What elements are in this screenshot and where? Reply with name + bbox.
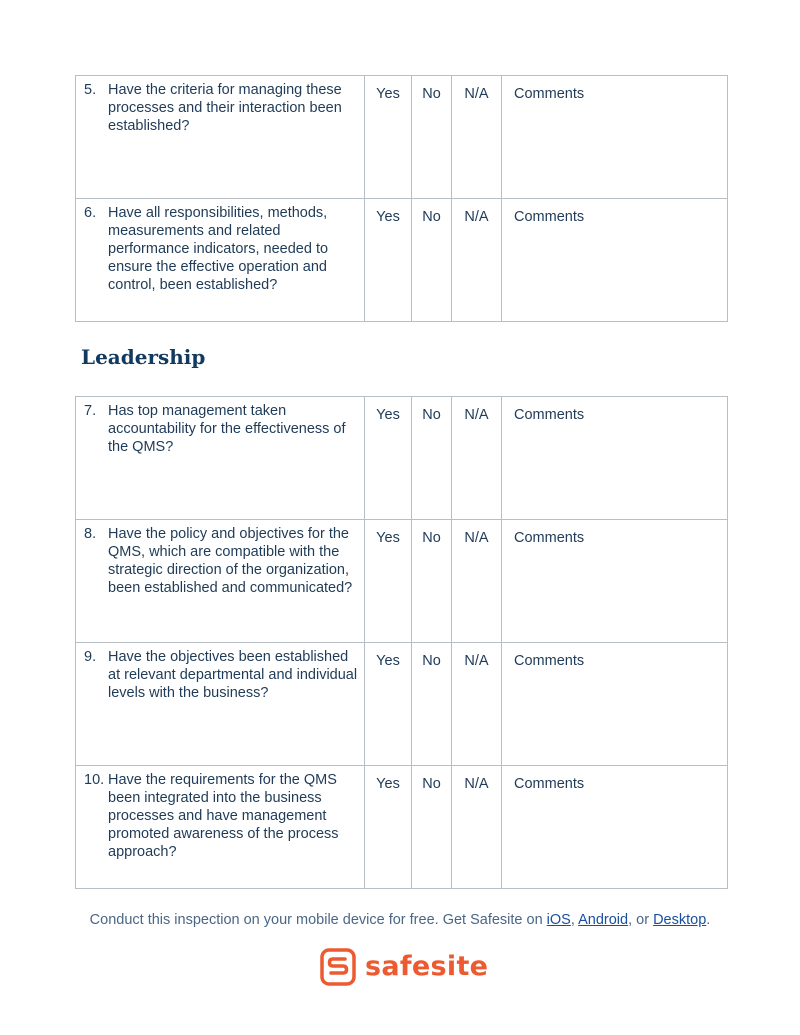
question-text: Have the criteria for managing these processes and their interaction been established? bbox=[108, 82, 342, 134]
no-option[interactable]: No bbox=[412, 766, 452, 889]
table-row bbox=[76, 766, 728, 889]
question-cell bbox=[76, 766, 365, 889]
no-option[interactable]: No bbox=[412, 76, 452, 199]
question-number: 9. bbox=[84, 649, 97, 665]
no-option[interactable]: No bbox=[412, 199, 452, 322]
footer-period: . bbox=[706, 912, 711, 928]
yes-option[interactable]: Yes bbox=[365, 199, 412, 322]
android-link[interactable]: Android bbox=[578, 912, 629, 928]
question-number: 10. bbox=[84, 772, 105, 788]
process-checklist-table bbox=[75, 75, 728, 322]
footer-separator: , or bbox=[628, 912, 654, 928]
safesite-wordmark: safesite bbox=[365, 951, 489, 982]
safesite-logo-icon bbox=[320, 948, 356, 986]
table-row bbox=[76, 199, 728, 322]
section-heading-leadership: Leadership bbox=[81, 345, 206, 369]
yes-option[interactable]: Yes bbox=[365, 643, 412, 766]
na-option[interactable]: N/A bbox=[452, 520, 502, 643]
comments-field[interactable]: Comments bbox=[502, 643, 728, 766]
yes-option[interactable]: Yes bbox=[365, 766, 412, 889]
question-text: Have the policy and objectives for the QMS, which are compatible with the strategic direction of the organization, been established and communicated? bbox=[108, 526, 353, 596]
table-row bbox=[76, 76, 728, 199]
comments-field[interactable]: Comments bbox=[502, 199, 728, 322]
safesite-logo bbox=[320, 948, 488, 986]
na-option[interactable]: N/A bbox=[452, 199, 502, 322]
footer-separator: , bbox=[570, 912, 579, 928]
comments-field[interactable]: Comments bbox=[502, 766, 728, 889]
comments-field[interactable]: Comments bbox=[502, 76, 728, 199]
question-cell bbox=[76, 76, 365, 199]
desktop-link[interactable]: Desktop bbox=[653, 912, 707, 928]
question-cell bbox=[76, 199, 365, 322]
comments-field[interactable]: Comments bbox=[502, 397, 728, 520]
question-number: 7. bbox=[84, 403, 97, 419]
na-option[interactable]: N/A bbox=[452, 76, 502, 199]
question-text: Has top management taken accountability for the effectiveness of the QMS? bbox=[108, 403, 346, 455]
table-row bbox=[76, 643, 728, 766]
no-option[interactable]: No bbox=[412, 520, 452, 643]
no-option[interactable]: No bbox=[412, 643, 452, 766]
table-row bbox=[76, 520, 728, 643]
na-option[interactable]: N/A bbox=[452, 397, 502, 520]
question-cell bbox=[76, 520, 365, 643]
question-text: Have the requirements for the QMS been integrated into the business processes and have management promoted awareness of the process approach? bbox=[108, 772, 339, 860]
question-text: Have all responsibilities, methods, measurements and related performance indicators, needed to ensure the effective operation and control, been established? bbox=[108, 205, 329, 293]
yes-option[interactable]: Yes bbox=[365, 520, 412, 643]
question-text: Have the objectives been established at relevant departmental and individual levels with the business? bbox=[108, 649, 358, 701]
footer-note bbox=[0, 911, 800, 929]
no-option[interactable]: No bbox=[412, 397, 452, 520]
yes-option[interactable]: Yes bbox=[365, 397, 412, 520]
question-number: 5. bbox=[84, 82, 97, 98]
na-option[interactable]: N/A bbox=[452, 643, 502, 766]
question-cell bbox=[76, 643, 365, 766]
table-row bbox=[76, 397, 728, 520]
comments-field[interactable]: Comments bbox=[502, 520, 728, 643]
na-option[interactable]: N/A bbox=[452, 766, 502, 889]
question-cell bbox=[76, 397, 365, 520]
question-number: 6. bbox=[84, 205, 97, 221]
footer-text: Conduct this inspection on your mobile device for free. Get Safesite on bbox=[89, 912, 547, 928]
yes-option[interactable]: Yes bbox=[365, 76, 412, 199]
question-number: 8. bbox=[84, 526, 97, 542]
leadership-checklist-table bbox=[75, 396, 728, 889]
ios-link[interactable]: iOS bbox=[546, 912, 571, 928]
